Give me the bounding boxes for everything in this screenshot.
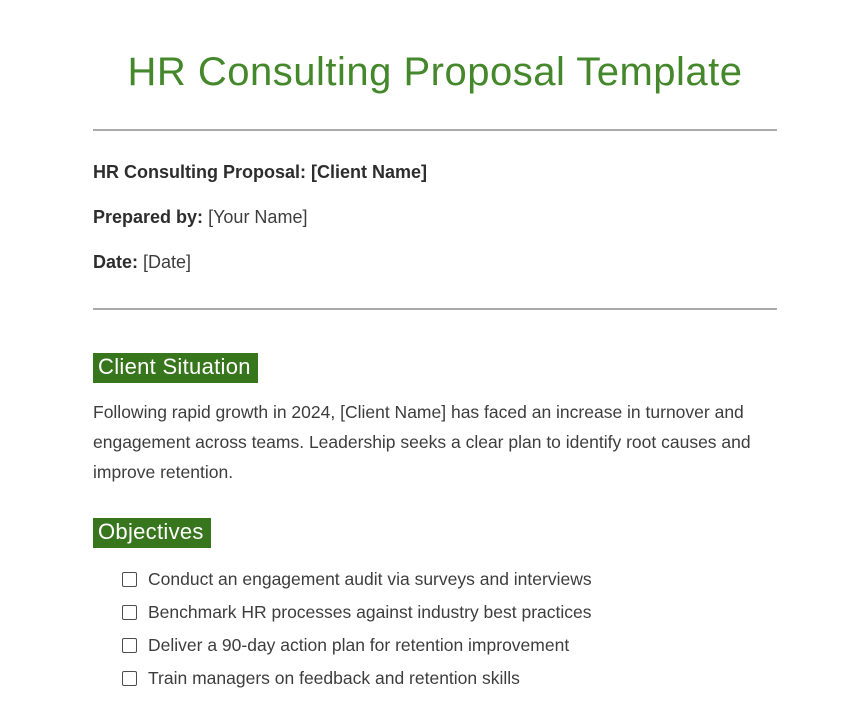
checkbox-icon[interactable]	[122, 572, 137, 587]
client-situation-heading: Client Situation	[93, 353, 258, 383]
objectives-section	[93, 487, 777, 688]
client-name-placeholder: [Client Name]	[311, 162, 428, 182]
checklist-item	[122, 635, 777, 655]
checklist-item	[122, 602, 777, 622]
client-situation-paragraph: Following rapid growth in 2024, [Client Name] has faced an increase in turnover and engagement across teams. Leadership seeks a clear plan to identify root causes and improve retention.	[93, 402, 751, 482]
page-title: HR Consulting Proposal Template	[127, 50, 743, 94]
checklist-item	[122, 569, 777, 589]
date-line	[93, 252, 777, 272]
client-situation-section	[93, 310, 777, 487]
checklist-item-label: Conduct an engagement audit via surveys and interviews	[148, 569, 592, 589]
proposal-label: HR Consulting Proposal:	[93, 162, 306, 182]
document-content	[0, 48, 861, 688]
checkbox-icon[interactable]	[122, 605, 137, 620]
your-name-placeholder: [Your Name]	[208, 207, 308, 227]
checklist-item-label: Train managers on feedback and retention skills	[148, 668, 520, 688]
checklist-item-label: Deliver a 90-day action plan for retention improvement	[148, 635, 570, 655]
checklist-item-label: Benchmark HR processes against industry best practices	[148, 602, 592, 622]
checkbox-icon[interactable]	[122, 638, 137, 653]
date-label: Date:	[93, 252, 139, 272]
divider-top	[93, 129, 777, 131]
prepared-by-line	[93, 207, 777, 227]
checklist-item	[122, 668, 777, 688]
date-placeholder: [Date]	[143, 252, 192, 272]
prepared-by-label: Prepared by:	[93, 207, 204, 227]
objectives-heading: Objectives	[93, 518, 211, 548]
meta-section	[93, 162, 777, 272]
checkbox-icon[interactable]	[122, 671, 137, 686]
proposal-title-line	[93, 162, 777, 182]
objectives-checklist	[93, 569, 777, 688]
